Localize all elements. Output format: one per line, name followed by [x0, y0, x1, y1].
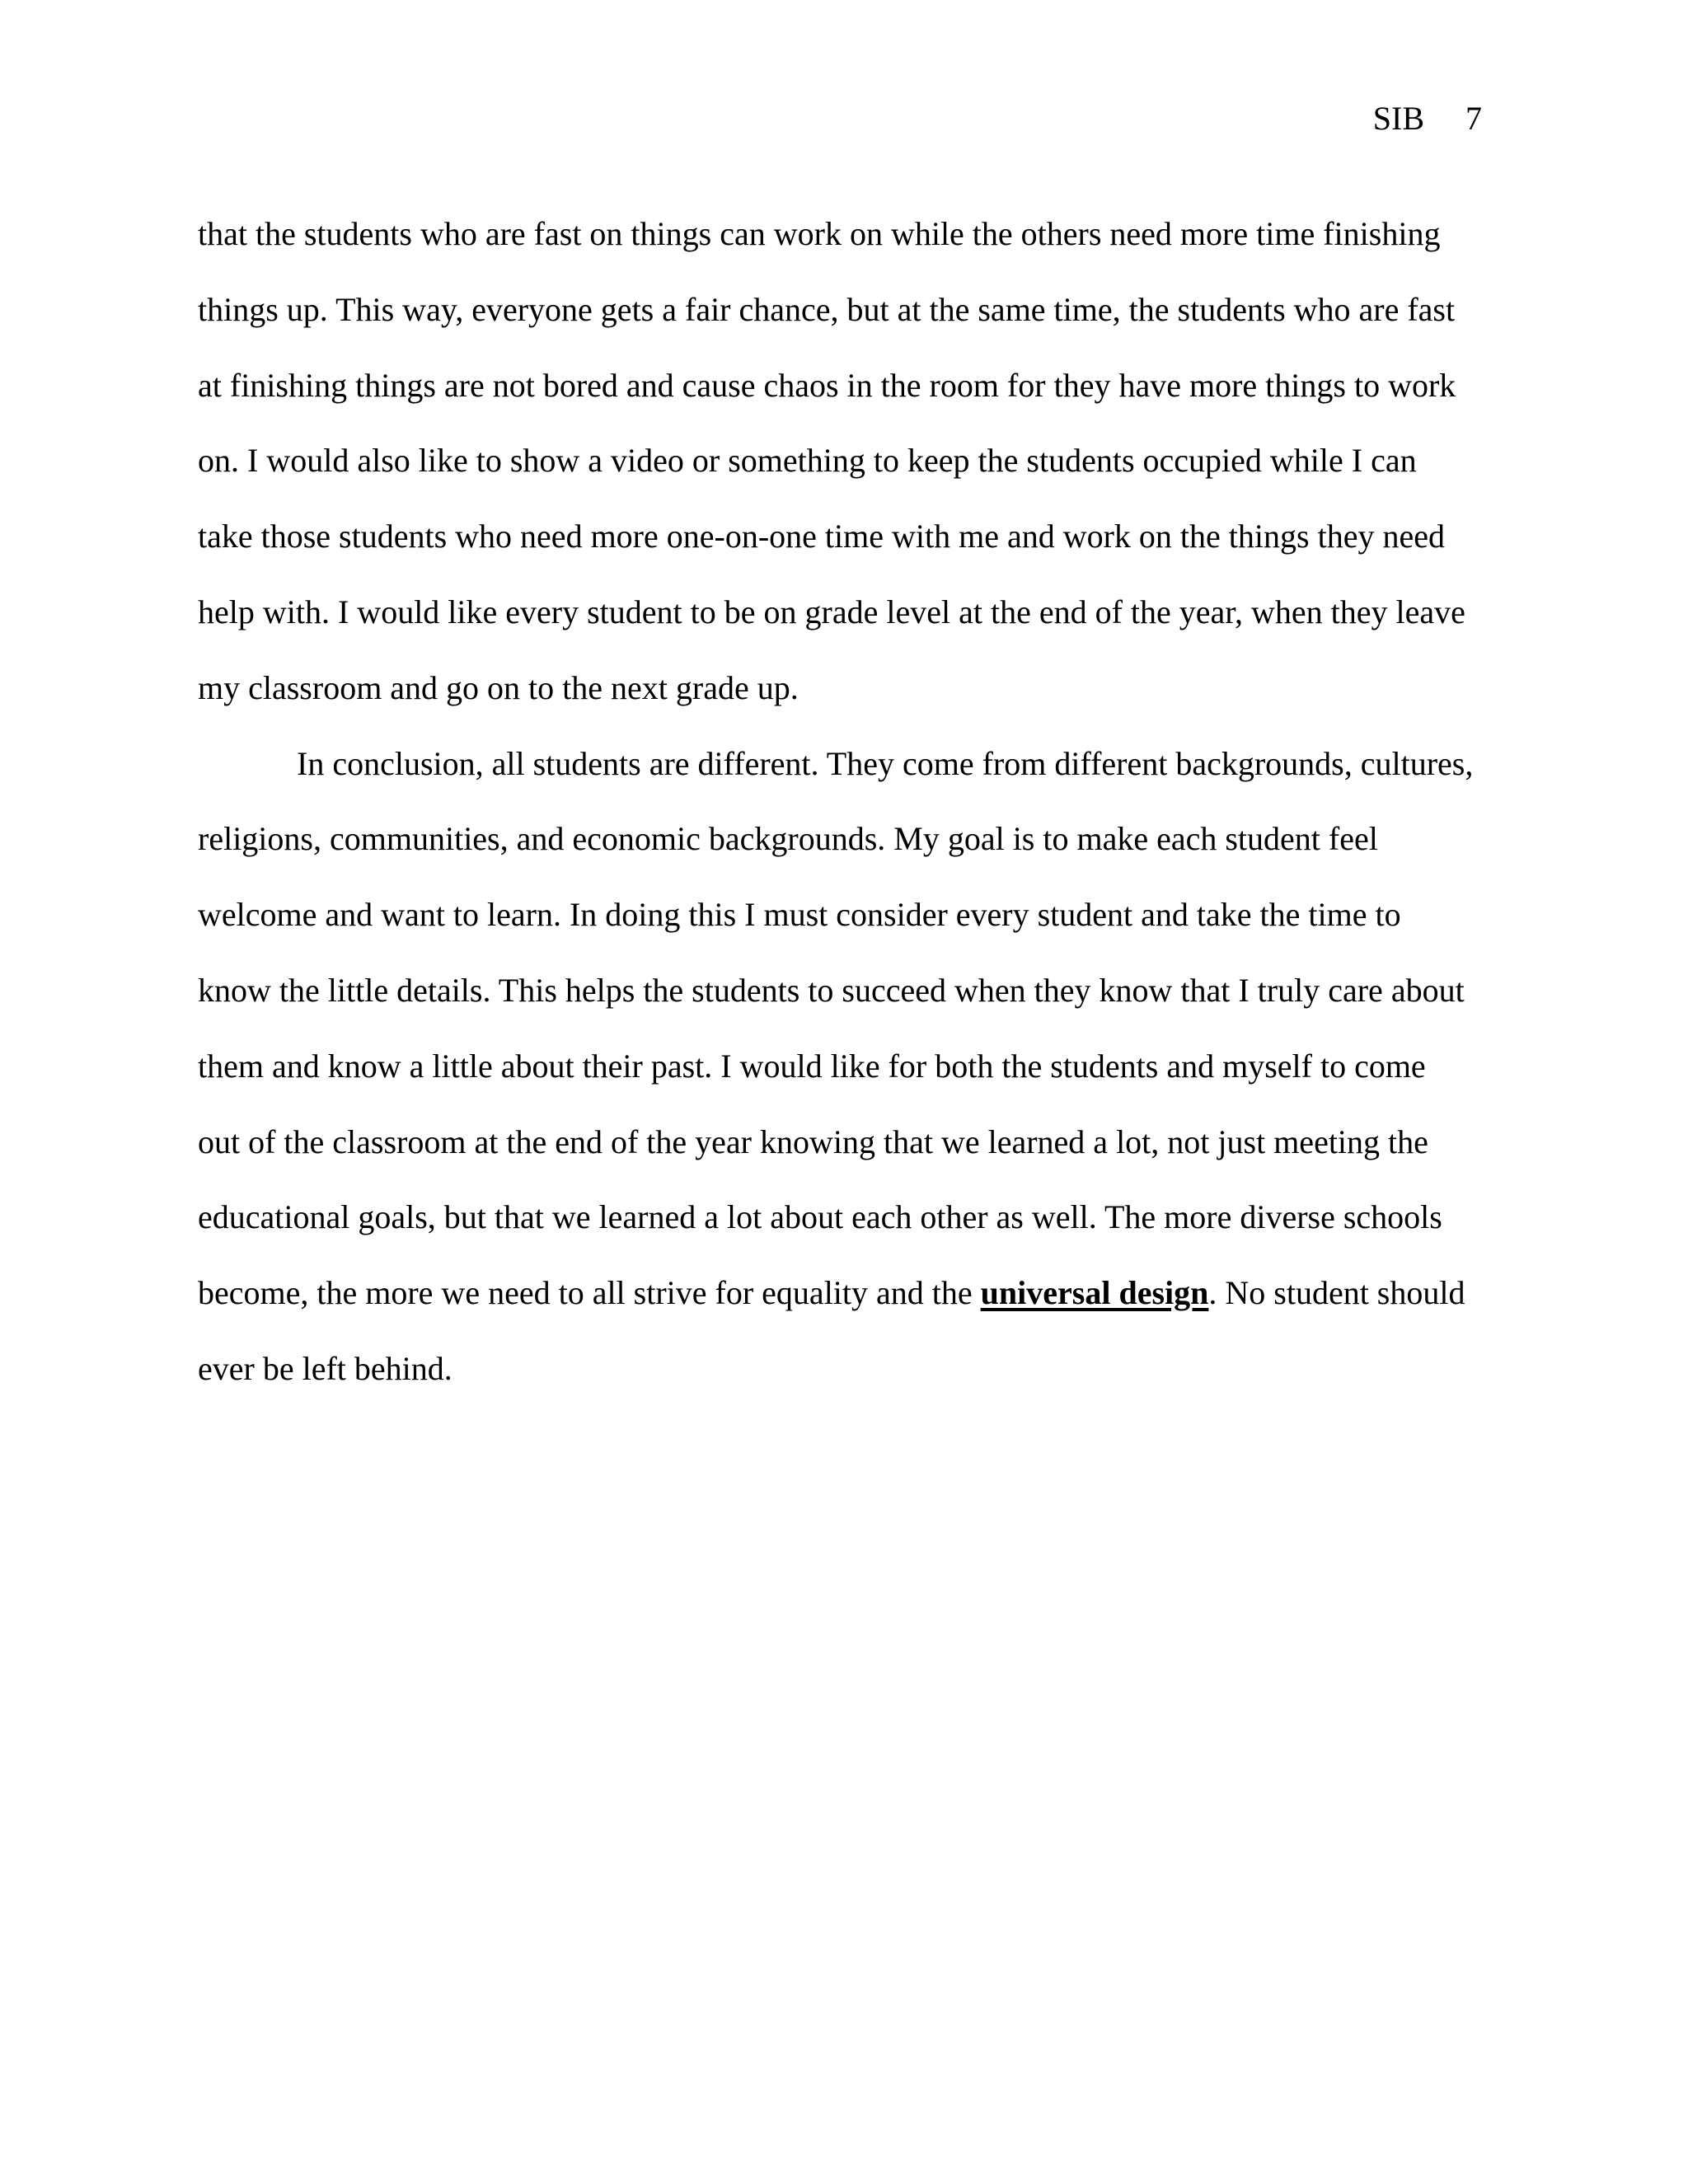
running-head	[1373, 99, 1482, 138]
page-number: 7	[1465, 100, 1482, 137]
text-line: In conclusion, all students are different. They come from different backgrounds, cultures,	[297, 744, 1474, 782]
text-line: educational goals, but that we learned a lot about each other as well. The more diverse schools	[198, 1198, 1442, 1236]
text-line-with-emphasis	[198, 1255, 1480, 1331]
text-line: know the little details. This helps the students to succeed when they know that I truly care about	[198, 971, 1465, 1009]
paragraph	[198, 196, 1480, 726]
text-line: things up. This way, everyone gets a fair chance, but at the same time, the students who are fast	[198, 290, 1456, 328]
body-text	[198, 196, 1480, 1407]
running-head-title: SIB	[1372, 100, 1424, 137]
emphasized-term: universal design	[980, 1274, 1209, 1312]
text-line: on. I would also like to show a video or something to keep the students occupied while I can	[198, 442, 1417, 480]
text-line: out of the classroom at the end of the year knowing that we learned a lot, not just meeting the	[198, 1122, 1428, 1160]
text-line: ever be left behind.	[198, 1349, 452, 1387]
text-segment: . No student should	[1208, 1274, 1465, 1312]
text-line: at finishing things are not bored and cause chaos in the room for they have more things to work	[198, 366, 1456, 404]
text-line: take those students who need more one-on-one time with me and work on the things they need	[198, 518, 1445, 555]
paragraph-conclusion	[198, 726, 1480, 1407]
text-segment: become, the more we need to all strive for equality and the	[198, 1274, 981, 1312]
text-line: help with. I would like every student to be on grade level at the end of the year, when they leave	[198, 593, 1465, 630]
text-line: that the students who are fast on things can work on while the others need more time finishing	[198, 215, 1441, 252]
text-line: religions, communities, and economic backgrounds. My goal is to make each student feel	[198, 820, 1378, 858]
text-line: them and know a little about their past. I would like for both the students and myself to come	[198, 1047, 1426, 1085]
text-line: my classroom and go on to the next grade up.	[198, 668, 799, 706]
text-line: welcome and want to learn. In doing this I must consider every student and take the time to	[198, 896, 1401, 934]
